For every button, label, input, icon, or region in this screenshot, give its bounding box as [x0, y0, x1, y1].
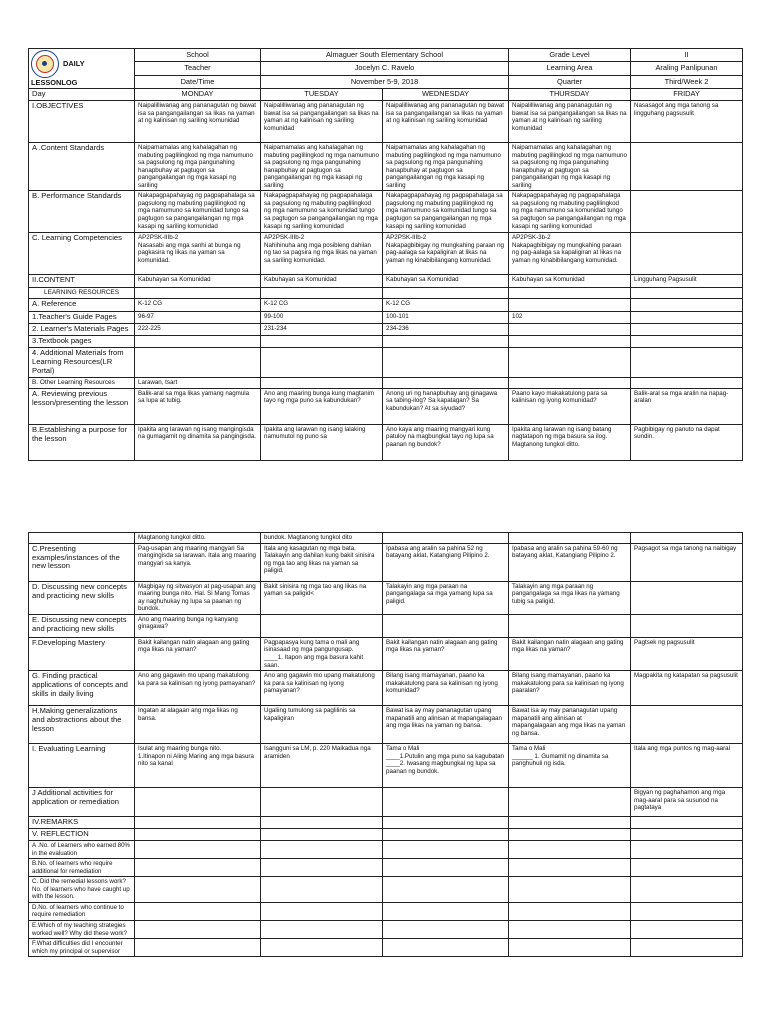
day-cell-thursday [509, 288, 631, 299]
day-cell-tuesday: 231-234 [261, 324, 383, 336]
day-cell-thursday [509, 336, 631, 348]
lesson-row-h-making-generalizations-and-abstraction [29, 706, 743, 744]
day-cell-tuesday [261, 788, 383, 817]
day-cell-tuesday [261, 348, 383, 378]
day-cell-tuesday: K-12 CG [261, 299, 383, 312]
day-cell-wednesday: Bawat isa ay may pananagutan upang mapanatili ang alinisan at mapangalagaan ang mga likas na yaman ng bansa. [383, 706, 509, 744]
lesson-row-4-additional-materials-from-learning-res [29, 348, 743, 378]
day-header-row [29, 89, 743, 101]
lesson-row-b-performance-standards [29, 191, 743, 233]
day-cell-friday [631, 921, 743, 939]
day-cell-thursday: AP2PSK-3b-2 Nakapagbibigay ng mungkahing paraan ng pag-aalaga sa kapaligiran at likas na yaman ng kinabibilangang komunidad. [509, 233, 631, 275]
lesson-row-b-establishing-a-purpose-for-the-lesson [29, 424, 743, 460]
day-cell-friday: Pagtsek ng pagsusulit [631, 637, 743, 670]
day-cell-friday [631, 233, 743, 275]
day-cell-thursday [509, 324, 631, 336]
row-label: I.OBJECTIVES [29, 100, 135, 142]
day-cell-wednesday [383, 921, 509, 939]
lesson-row-b-no-of-learners-who-require-additional- [29, 859, 743, 877]
day-cell-friday [631, 817, 743, 829]
day-cell-wednesday: Naipalilliwanag ang pananagutan ng bawat isa sa pangangailangan sa likas na yaman at ng kalinisan ng sariling komunidad [383, 100, 509, 142]
day-cell-tuesday [261, 614, 383, 637]
row-label: C. Learning Competencies [29, 233, 135, 275]
day-cell-thursday [509, 902, 631, 920]
day-cell-wednesday [383, 939, 509, 957]
day-cell-thursday [509, 817, 631, 829]
day-cell-monday: Pag-usapan ang maaring mangyari Sa mangingisda sa larawan. Itala ang maaring mangyari sa kanya. [135, 543, 261, 581]
day-cell-tuesday: Ugaliing tumulong sa paglilinis sa kapaligiran [261, 706, 383, 744]
day-wednesday: WEDNESDAY [383, 89, 509, 101]
day-tuesday: TUESDAY [261, 89, 383, 101]
row-label: 4. Additional Materials from Learning Resources(LR Portal) [29, 348, 135, 378]
day-cell-monday [135, 939, 261, 957]
day-cell-thursday: Bawat isa ay may pananagutan upang mapanatili ang alinisan at mapangalagaan ang mga likas na yaman ng bansa. [509, 706, 631, 744]
row-label: A .No. of Learners who earned 80% in the evaluation [29, 840, 135, 858]
day-cell-tuesday [261, 859, 383, 877]
day-cell-thursday: Bilang isang mamayanan, paano ka makakatulong para sa kalinisan ng iyong paaralan? [509, 671, 631, 706]
lesson-log-page-2 [28, 532, 743, 957]
row-label: B. Performance Standards [29, 191, 135, 233]
day-cell-friday: Pagsagot sa mga tanong na naibigay [631, 543, 743, 581]
day-cell-tuesday: Isangguni sa LM, p. 220 Maikadua nga aramiden [261, 744, 383, 788]
day-cell-friday [631, 614, 743, 637]
day-cell-thursday [509, 299, 631, 312]
day-cell-monday: Isulat ang maaring bunga nito. 1.Itinapon ni Aling Maring ang mga basura nito sa kanal [135, 744, 261, 788]
day-cell-wednesday: Anong uri ng hanapbuhay ang ginagawa sa tabing-ilog? Sa kapatagan? Sa kabundukan? At sa siyudad? [383, 388, 509, 424]
row-label: B. Other Learning Resources [29, 378, 135, 389]
day-cell-wednesday: Kabuhayan sa Komunidad [383, 275, 509, 288]
day-cell-wednesday: AP2PSK-IIIb-2 Nakapagbibigay ng mungkahing paraan ng pag-aalaga sa kapaligiran at likas na yaman ng kinabibilangang komunidad. [383, 233, 509, 275]
school-label: School [135, 49, 261, 62]
row-label: D. Discussing new concepts and practicing new skills [29, 581, 135, 614]
day-cell-friday: Balik-aral sa mga aralin na napag-aralan [631, 388, 743, 424]
lesson-row-c-learning-competencies [29, 233, 743, 275]
day-cell-friday [631, 840, 743, 858]
lesson-row-e-which-of-my-teaching-strategies-worked [29, 921, 743, 939]
day-cell-wednesday [383, 902, 509, 920]
day-cell-wednesday: Talakayin ang mga paraan na pangangalaga sa mga yamang lupa sa paligid. [383, 581, 509, 614]
day-friday: FRIDAY [631, 89, 743, 101]
day-cell-monday: 222-225 [135, 324, 261, 336]
lesson-row-1-teacher-s-guide-pages [29, 312, 743, 324]
row-label: IV.REMARKS [29, 817, 135, 829]
day-cell-friday: Lingguhang Pagsusulit [631, 275, 743, 288]
day-cell-friday [631, 288, 743, 299]
day-cell-wednesday: Naipamamalas ang kahalagahan ng mabuting paglilingkod ng mga namumuno sa pagsulong ng mga pangunahing hanapbuhay at pagtugon sa pangangailangan ng mga kasapi ng sariling [383, 142, 509, 190]
day-cell-monday [135, 921, 261, 939]
lesson-log-page-1 [28, 48, 743, 461]
day-cell-friday [631, 902, 743, 920]
row-label: LEARNING RESOURCES [29, 288, 135, 299]
lesson-row-a-content-standards [29, 142, 743, 190]
row-label: A. Reviewing previous lesson/presenting the lesson [29, 388, 135, 424]
day-cell-tuesday [261, 877, 383, 903]
day-cell-wednesday [383, 378, 509, 389]
day-cell-friday [631, 191, 743, 233]
day-cell-thursday [509, 348, 631, 378]
day-label: Day [29, 89, 135, 101]
continuation-cell [383, 533, 509, 544]
day-cell-thursday: Ipabasa ang aralin sa pahina 59-60 ng batayang aklat, Katangiang Pilipino 2. [509, 543, 631, 581]
teacher-value: Jocelyn C. Ravelo [261, 62, 509, 75]
day-cell-tuesday [261, 921, 383, 939]
day-cell-monday [135, 877, 261, 903]
day-cell-friday [631, 706, 743, 744]
day-cell-thursday: 102 [509, 312, 631, 324]
day-cell-thursday: Bakit kailangan natin alagaan ang gating mga likas na yaman? [509, 637, 631, 670]
lesson-row-j-additional-activities-for-application- [29, 788, 743, 817]
day-cell-monday [135, 817, 261, 829]
row-label: B.No. of learners who require additional for remediation [29, 859, 135, 877]
lesson-row-g-finding-practical-applications-of-conc [29, 671, 743, 706]
day-cell-friday [631, 877, 743, 903]
row-label: 1.Teacher's Guide Pages [29, 312, 135, 324]
day-cell-wednesday [383, 829, 509, 841]
row-label: D.No. of learners who continue to require remediation [29, 902, 135, 920]
row-label: C. Did the remedial lessons work? No. of learners who have caught up with the lesson. [29, 877, 135, 903]
day-cell-tuesday [261, 840, 383, 858]
day-cell-tuesday: Pagpapasya kung tama o mali ang isinasaad ng mga pangungusap. ____1. Itapon ang mga basura kahit saan. [261, 637, 383, 670]
lesson-row-a-reviewing-previous-lesson-presenting-t [29, 388, 743, 424]
day-cell-wednesday: Ipabasa ang aralin sa pahina 52 ng batayang aklat, Katangiang Pilipino 2. [383, 543, 509, 581]
lesson-row-e-discussing-new-concepts-and-practicing [29, 614, 743, 637]
lesson-row-learning-resources [29, 288, 743, 299]
lesson-row-v-reflection [29, 829, 743, 841]
lesson-row-a-no-of-learners-who-earned-80-in-the-ev [29, 840, 743, 858]
day-cell-friday [631, 312, 743, 324]
day-cell-friday: Bigyan ng paghahamon ang mga mag-aaral para sa susunod na pagtataya [631, 788, 743, 817]
day-cell-tuesday: AP2PSK-IIIb-2 Nahihinuha ang mga posibleng dahilan ng tao sa pagsira ng mga likas na yaman sa sariling komunidad. [261, 233, 383, 275]
lesson-row-i-evaluating-learning [29, 744, 743, 788]
header-logo-cell [29, 49, 135, 89]
day-cell-wednesday: Bilang isang mamayanan, paano ka makakatulong para sa kalinisan ng iyong komunidad? [383, 671, 509, 706]
day-cell-tuesday: Ipakita ang larawan ng isang lalaking namumutol ng puno sa [261, 424, 383, 460]
day-cell-monday [135, 336, 261, 348]
continuation-row [29, 533, 743, 544]
day-cell-thursday: Tama o Mali ______ 1. Gumamit ng dinamita sa panghuhuli ng isda. [509, 744, 631, 788]
lesson-row-3-textbook-pages [29, 336, 743, 348]
day-cell-wednesday [383, 877, 509, 903]
day-cell-tuesday [261, 336, 383, 348]
day-cell-wednesday [383, 788, 509, 817]
day-cell-friday [631, 378, 743, 389]
day-cell-friday: Nasasagot ang mga tanong sa lingguhang pagsusulit [631, 100, 743, 142]
day-cell-friday [631, 348, 743, 378]
learning-area-label: Learning Area [509, 62, 631, 75]
day-cell-wednesday [383, 817, 509, 829]
day-cell-tuesday: Ano ang maaring bunga kung magtanim tayo ng mga puno sa kabundukan? [261, 388, 383, 424]
teacher-label: Teacher [135, 62, 261, 75]
row-label: 3.Textbook pages [29, 336, 135, 348]
lesson-row-d-no-of-learners-who-continue-to-require [29, 902, 743, 920]
day-cell-wednesday [383, 859, 509, 877]
lesson-row-2-learner-s-materials-pages [29, 324, 743, 336]
row-label: E.Which of my teaching strategies worked well? Why did these work? [29, 921, 135, 939]
day-cell-thursday [509, 939, 631, 957]
row-label: A .Content Standards [29, 142, 135, 190]
day-cell-thursday: Ipakita ang larawan ng isang batang nagtatapon ng mga basura sa ilog. Magtanong tungkol ditto. [509, 424, 631, 460]
day-cell-monday [135, 829, 261, 841]
day-cell-tuesday: Kabuhayan sa Komunidad [261, 275, 383, 288]
continuation-cell [29, 533, 135, 544]
row-label: V. REFLECTION [29, 829, 135, 841]
day-cell-tuesday: Bakit sinisira ng mga tao ang likas na yaman sa paligid< [261, 581, 383, 614]
day-cell-wednesday [383, 840, 509, 858]
day-cell-monday: Ano ang gagawin mo upang makatulong ka para sa kalinisan ng iyong pamayanan? [135, 671, 261, 706]
day-cell-friday [631, 324, 743, 336]
day-monday: MONDAY [135, 89, 261, 101]
day-cell-thursday: Nakapagpapahayag ng pagpapahalaga sa pagsulong ng mabuting paglilingkod ng mga namumuno sa komunidad tungo sa pagtugon sa pangangailangan ng mga kasapi ng sariling komunidad [509, 191, 631, 233]
quarter-value: Third/Week 2 [631, 75, 743, 88]
continuation-cell [631, 533, 743, 544]
date-time-label: Date/Time [135, 75, 261, 88]
continuation-cell: bundok. Magtanong tungkol dito [261, 533, 383, 544]
lesson-row-i-objectives [29, 100, 743, 142]
lesson-row-c-did-the-remedial-lessons-work-no-of-le [29, 877, 743, 903]
day-cell-monday: 96-97 [135, 312, 261, 324]
lesson-row-c-presenting-examples-instances-of-the-n [29, 543, 743, 581]
day-cell-wednesday: Ano kaya ang maaring mangyari kung patuloy na magbungkal tayo ng lupa sa paanan ng bundok? [383, 424, 509, 460]
continuation-cell [509, 533, 631, 544]
row-label: G. Finding practical applications of concepts and skills in daily living [29, 671, 135, 706]
quarter-label: Quarter [509, 75, 631, 88]
day-cell-tuesday [261, 902, 383, 920]
row-label: 2. Learner's Materials Pages [29, 324, 135, 336]
day-cell-friday [631, 859, 743, 877]
day-cell-wednesday [383, 348, 509, 378]
day-cell-monday: Ipakita ang larawan ng isang mangingisda na gumagamit ng dinamita sa pangingisda. [135, 424, 261, 460]
day-cell-monday: Magbigay ng sitwasyon at pag-usapan ang maaring bunga nito. Hal. Si Mang Tomas ay naghuhukay ng lupa sa paanan ng bundok. [135, 581, 261, 614]
learning-area-value: Araling Panlipunan [631, 62, 743, 75]
day-cell-tuesday: 99-100 [261, 312, 383, 324]
day-cell-monday [135, 859, 261, 877]
row-label: J Additional activities for application or remediation [29, 788, 135, 817]
day-cell-thursday [509, 614, 631, 637]
day-cell-wednesday [383, 288, 509, 299]
lesson-row-f-developing-mastery [29, 637, 743, 670]
day-cell-thursday: Paano kayo makakatulong para sa kalinisan ng iyong komunidad? [509, 388, 631, 424]
day-cell-friday [631, 829, 743, 841]
lesson-row-b-other-learning-resources [29, 378, 743, 389]
day-cell-monday [135, 788, 261, 817]
row-label: F.What difficulties did I encounter which my principal or supervisor [29, 939, 135, 957]
row-label: I. Evaluating Learning [29, 744, 135, 788]
day-cell-wednesday [383, 336, 509, 348]
day-cell-monday [135, 348, 261, 378]
day-cell-tuesday [261, 829, 383, 841]
day-cell-thursday: Naipamamalas ang kahalagahan ng mabuting paglilingkod ng mga namumuno sa pagsulong ng mga pangunahing hanapbuhay at pagtugon sa pangangailangan ng mga kasapi ng sariling [509, 142, 631, 190]
day-cell-monday: Naipalilliwanag ang pananagutan ng bawat isa sa pangangailangan sa likas na yaman at ng kalinisan ng sariling komunidad [135, 100, 261, 142]
day-cell-tuesday: Ano ang gagawin mo upang makatulong ka para sa kalinisan ng iyong pamayanan? [261, 671, 383, 706]
day-cell-wednesday: K-12 CG [383, 299, 509, 312]
day-cell-wednesday: Nakapagpapahayag ng pagpapahalaga sa pagsulong ng mabuting paglilingkod ng mga namumuno sa komunidad tungo sa pagtugon sa pangangailangan ng mga kasapi ng sariling komunidad [383, 191, 509, 233]
day-cell-wednesday: Tama o Mali ____1.Putulin ang mga puno sa kagubatan ____2. Iwasang magbungkal ng lupa sa paanan ng bundok. [383, 744, 509, 788]
deped-seal-icon [31, 50, 59, 78]
row-label: E. Discussing new concepts and practicing new skills [29, 614, 135, 637]
day-cell-friday [631, 336, 743, 348]
day-cell-monday: AP2PSK-IIIb-2 Nasasabi ang mga sanhi at bunga ng pagkasira ng likas na yaman sa komunidad. [135, 233, 261, 275]
day-cell-friday [631, 142, 743, 190]
day-cell-tuesday: Nakapagpapahayag ng pagpapahalaga sa pagsulong ng mabuting paglilingkod ng mga namumuno sa komunidad tungo sa pagtugon sa pangangailangan ng mga kasapi ng sariling komunidad [261, 191, 383, 233]
day-cell-friday [631, 939, 743, 957]
day-cell-monday: Nakapagpapahayag ng pagpapahalaga sa pagsulong ng mabuting paglilingkod ng mga namumuno sa komunidad tungo sa pagtugon sa pangangailangan ng mga kasapi ng sariling komunidad [135, 191, 261, 233]
day-cell-monday [135, 840, 261, 858]
lesson-row-ii-content [29, 275, 743, 288]
day-cell-tuesday: Naipamamalas ang kahalagahan ng mabuting paglilingkod ng mga namumuno sa pagsulong ng mga pangunahing hanapbuhay at pagtugon sa pangangailangan ng mga kasapi ng sariling [261, 142, 383, 190]
day-cell-monday: Bakit kailangan natin alagaan ang gating mga likas na yaman? [135, 637, 261, 670]
day-cell-thursday [509, 859, 631, 877]
day-cell-friday: Itala ang mga puntos ng mag-aaral [631, 744, 743, 788]
form-title: DAILY LESSONLOG [31, 59, 85, 87]
day-cell-monday: Balik-aral sa mga likas yamang nagmula sa lupa at tubig. [135, 388, 261, 424]
day-cell-friday [631, 299, 743, 312]
grade-level-label: Grade Level [509, 49, 631, 62]
continuation-cell: Magtanong tungkol ditto. [135, 533, 261, 544]
day-thursday: THURSDAY [509, 89, 631, 101]
day-cell-thursday [509, 877, 631, 903]
day-cell-thursday [509, 788, 631, 817]
day-cell-thursday [509, 921, 631, 939]
day-cell-friday [631, 581, 743, 614]
row-label: H.Making generalizations and abstractions about the lesson [29, 706, 135, 744]
day-cell-thursday [509, 378, 631, 389]
day-cell-monday: Ingatan at alagaan ang mga likas ng bansa. [135, 706, 261, 744]
day-cell-tuesday [261, 939, 383, 957]
row-label: II.CONTENT [29, 275, 135, 288]
row-label: A. Reference [29, 299, 135, 312]
day-cell-wednesday: 234-236 [383, 324, 509, 336]
day-cell-monday: K-12 CG [135, 299, 261, 312]
row-label: C.Presenting examples/instances of the new lesson [29, 543, 135, 581]
school-value: Almaguer South Elementary School [261, 49, 509, 62]
day-cell-thursday: Talakayin ang mga paraan ng pangangalaga sa mga likas na yamang tubig sa paligid. [509, 581, 631, 614]
row-label: F.Developing Mastery [29, 637, 135, 670]
date-time-value: November 5-9, 2018 [261, 75, 509, 88]
day-cell-wednesday: Bakit kailangan natin alagaan ang gating mga likas na yaman? [383, 637, 509, 670]
day-cell-tuesday: Itala ang kasagutan ng mga bata. Talakayin ang dahilan kung bakit sinisira ng mga tao ang likas na yaman sa paligid. [261, 543, 383, 581]
day-cell-monday: Ano ang maaring bunga ng kanyang ginagawa? [135, 614, 261, 637]
day-cell-monday: Kabuhayan sa Komunidad [135, 275, 261, 288]
grade-level-value: II [631, 49, 743, 62]
day-cell-tuesday [261, 817, 383, 829]
lesson-row-iv-remarks [29, 817, 743, 829]
day-cell-friday: Pagbibigay ng panuto na dapat sundin. [631, 424, 743, 460]
lesson-row-a-reference [29, 299, 743, 312]
day-cell-tuesday: Naipalilliwanag ang pananagutan ng bawat isa sa pangangailangan sa likas na yaman at ng kalinisan ng sariling komunidad [261, 100, 383, 142]
lesson-row-d-discussing-new-concepts-and-practicing [29, 581, 743, 614]
day-cell-monday: Larawan, tsart [135, 378, 261, 389]
day-cell-monday [135, 288, 261, 299]
day-cell-tuesday [261, 288, 383, 299]
lesson-row-f-what-difficulties-did-i-encounter-whic [29, 939, 743, 957]
day-cell-thursday: Kabuhayan sa Komunidad [509, 275, 631, 288]
day-cell-thursday: Naipalilliwanag ang pananagutan ng bawat isa sa pangangailangan sa likas na yaman at ng kalinisan ng sariling komunidad [509, 100, 631, 142]
day-cell-thursday [509, 829, 631, 841]
day-cell-thursday [509, 840, 631, 858]
day-cell-wednesday: 100-101 [383, 312, 509, 324]
day-cell-wednesday [383, 614, 509, 637]
day-cell-monday [135, 902, 261, 920]
day-cell-monday: Naipamamalas ang kahalagahan ng mabuting paglilingkod ng mga namumuno sa pagsulong ng mga pangunahing hanapbuhay at pagtugon sa pangangailangan ng mga kasapi ng sariling [135, 142, 261, 190]
day-cell-friday: Magpakita ng katapatan sa pagsusulit [631, 671, 743, 706]
row-label: B.Establishing a purpose for the lesson [29, 424, 135, 460]
day-cell-tuesday [261, 378, 383, 389]
